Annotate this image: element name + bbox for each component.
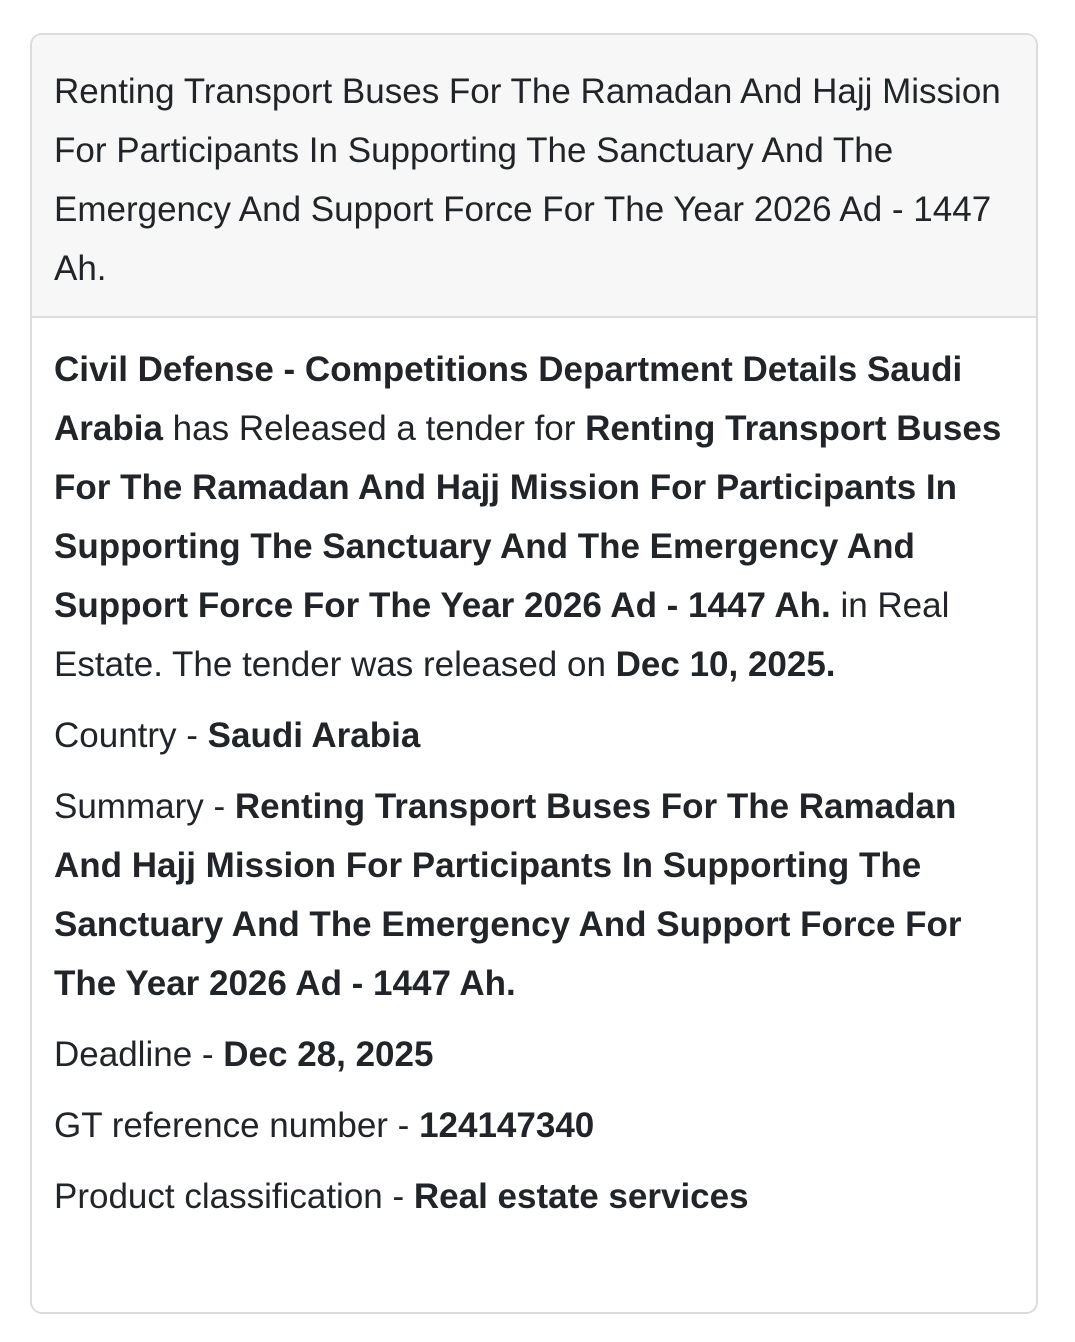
detail-deadline [54, 1025, 1014, 1084]
detail-label: Deadline - [54, 1035, 224, 1074]
tender-description [54, 340, 1014, 694]
detail-value: Renting Transport Buses For The Ramadan And Hajj Mission For Participants In Supporting The Sanctuary And The Emergency And Support Force For The Year 2026 Ad - 1447 Ah. [54, 787, 962, 1003]
detail-summary [54, 777, 1014, 1013]
detail-label: Country - [54, 716, 208, 755]
detail-value: Dec 28, 2025 [223, 1035, 434, 1074]
tender-card [30, 33, 1038, 1314]
tender-title-inline: Renting Transport Buses For The Ramadan And Hajj Mission For Participants In Supporting The Sanctuary And The Emergency And Support Force For The Year 2026 Ad - 1447 Ah. [54, 409, 1002, 625]
detail-label: Summary - [54, 787, 235, 826]
organization-name: Civil Defense - Competitions Department Details Saudi Arabia [54, 350, 963, 448]
detail-value: Saudi Arabia [207, 716, 421, 755]
tender-card-header [32, 35, 1036, 318]
detail-label: Product classification - [54, 1177, 414, 1216]
detail-reference-number [54, 1096, 1014, 1155]
detail-label: GT reference number - [54, 1106, 420, 1145]
description-text: has Released a tender for [162, 409, 586, 448]
release-date: Dec 10, 2025. [615, 645, 836, 684]
detail-value: 124147340 [419, 1106, 595, 1145]
tender-card-body [32, 318, 1036, 1226]
detail-country [54, 706, 1014, 765]
detail-value: Real estate services [413, 1177, 749, 1216]
description-text: in Real Estate. The tender was released on [54, 586, 950, 684]
tender-title: Renting Transport Buses For The Ramadan And Hajj Mission For Participants In Supporting The Sanctuary And The Emergency And Support Force For The Year 2026 Ad - 1447 Ah. [54, 72, 1001, 288]
detail-product-classification [54, 1167, 1014, 1226]
